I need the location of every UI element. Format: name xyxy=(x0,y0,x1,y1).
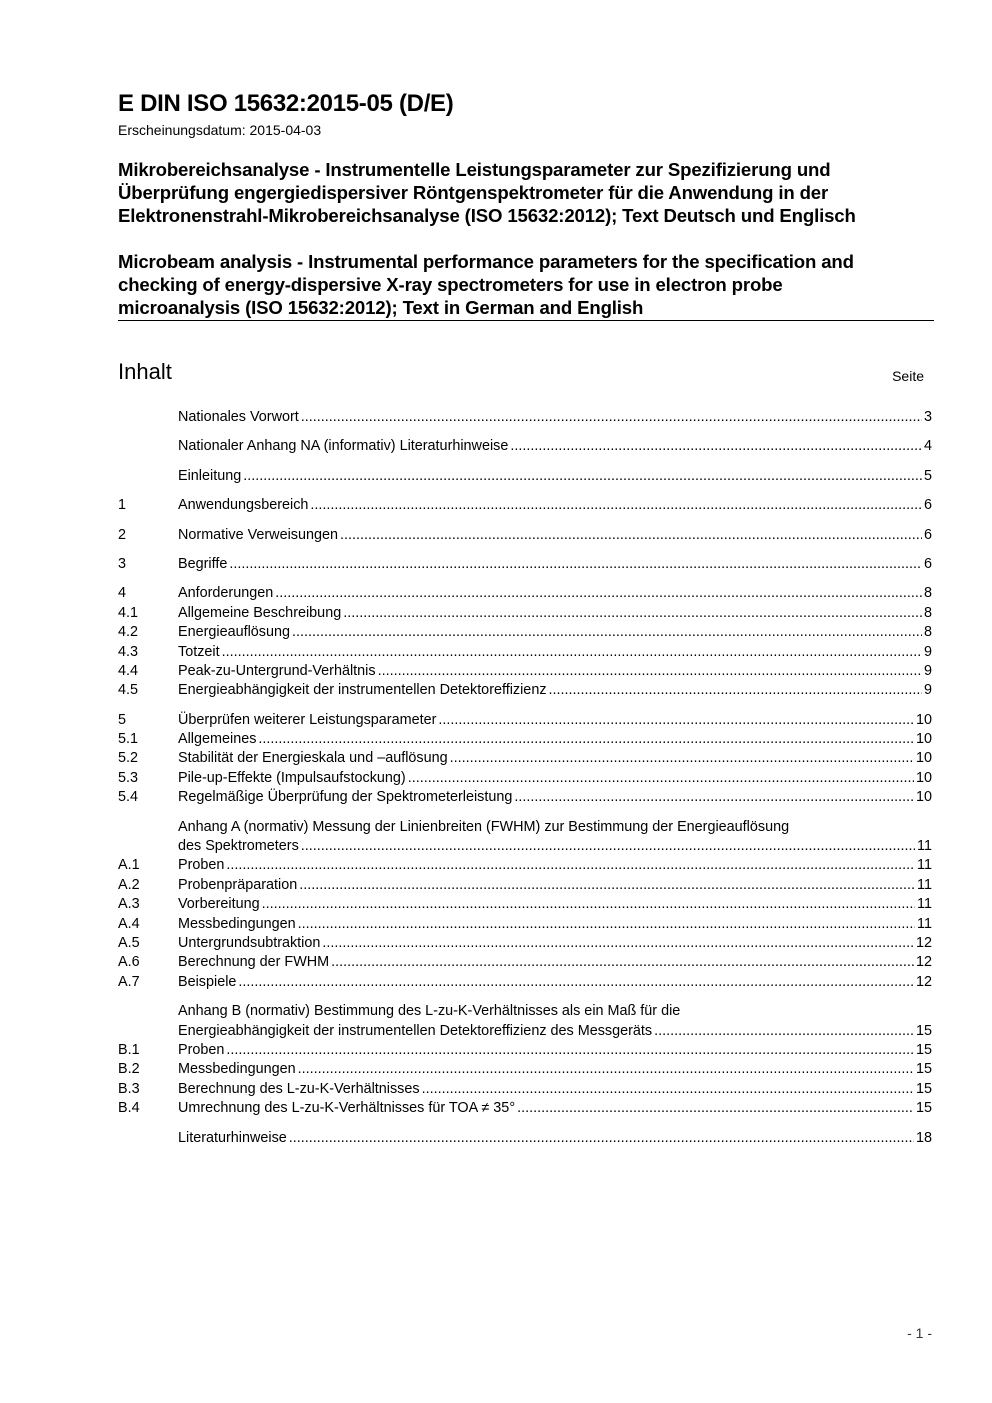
toc-entry-title: Literaturhinweise xyxy=(178,1129,287,1146)
toc-entry-number: B.1 xyxy=(118,1041,140,1058)
toc-entry-page: 11 xyxy=(917,915,932,932)
toc-dot-leader xyxy=(299,876,915,895)
toc-entry[interactable] xyxy=(118,643,932,662)
toc-entry-title: Regelmäßige Überprüfung der Spektrometerleistung xyxy=(178,789,513,806)
toc-entry-page: 12 xyxy=(915,954,932,971)
toc-group xyxy=(118,555,932,574)
toc-entry[interactable] xyxy=(118,856,932,875)
toc-entry-number: 4.2 xyxy=(118,624,139,641)
toc-dot-leader xyxy=(258,730,914,749)
toc-entry-number: 4.3 xyxy=(118,643,139,660)
toc-entry[interactable] xyxy=(118,730,932,749)
toc-entry-page: 15 xyxy=(915,1080,932,1097)
toc-entry[interactable] xyxy=(118,1002,932,1021)
toc-dot-leader xyxy=(331,953,914,972)
toc-entry-title: Probenpräparation xyxy=(178,876,298,893)
document-id: E DIN ISO 15632:2015-05 (D/E) xyxy=(118,90,454,117)
toc-entry-title: Pile-up-Effekte (Impulsaufstockung) xyxy=(178,769,406,786)
german-title-line: Mikrobereichsanalyse - Instrumentelle Leistungsparameter zur Spezifizierung und xyxy=(118,159,831,180)
toc-entry[interactable] xyxy=(118,623,932,642)
toc-entry[interactable] xyxy=(118,1099,932,1118)
toc-entry-page: 15 xyxy=(915,1022,932,1039)
toc-dot-leader xyxy=(438,711,914,730)
toc-entry-title: Begriffe xyxy=(178,555,228,572)
toc-dot-leader xyxy=(654,1022,914,1041)
toc-dot-leader xyxy=(301,408,922,427)
toc-entry-title: Messbedingungen xyxy=(178,915,296,932)
toc-entry-title: Totzeit xyxy=(178,643,220,660)
toc-entry-number: B.3 xyxy=(118,1080,140,1097)
toc-entry-page: 6 xyxy=(923,497,932,514)
toc-entry-number: 5.2 xyxy=(118,750,139,767)
toc-entry-title: des Spektrometers xyxy=(178,838,299,855)
publication-date: Erscheinungsdatum: 2015-04-03 xyxy=(118,122,322,138)
toc-group xyxy=(118,818,932,993)
toc-entry[interactable] xyxy=(118,876,932,895)
toc-dot-leader xyxy=(262,895,915,914)
toc-dot-leader xyxy=(226,856,915,875)
toc-dot-leader xyxy=(298,1060,914,1079)
toc-entry-title: Anwendungsbereich xyxy=(178,497,309,514)
toc-entry-title: Anhang B (normativ) Bestimmung des L-zu-K-Verhältnisses als ein Maß für die xyxy=(178,1003,681,1020)
toc-group xyxy=(118,408,932,427)
toc-group xyxy=(118,437,932,456)
toc-entry-page: 10 xyxy=(915,731,932,748)
toc-entry-page: 8 xyxy=(923,624,932,641)
toc-entry-number: A.6 xyxy=(118,954,140,971)
toc-dot-leader xyxy=(450,749,914,768)
toc-entry[interactable] xyxy=(118,934,932,953)
toc-entry[interactable] xyxy=(118,1060,932,1079)
german-title-line: Elektronenstrahl-Mikrobereichsanalyse (ISO 15632:2012); Text Deutsch und Englisch xyxy=(118,205,856,226)
toc-entry[interactable] xyxy=(118,711,932,730)
toc-entry-title: Umrechnung des L-zu-K-Verhältnisses für TOA ≠ 35° xyxy=(178,1100,516,1117)
toc-entry-number: 5.1 xyxy=(118,731,139,748)
toc-entry-title: Messbedingungen xyxy=(178,1061,296,1078)
toc-dot-leader xyxy=(517,1099,914,1118)
toc-entry[interactable] xyxy=(118,526,932,545)
toc-dot-leader xyxy=(514,788,914,807)
toc-entry-number: A.2 xyxy=(118,876,140,893)
toc-dot-leader xyxy=(340,526,922,545)
toc-entry-title: Nationaler Anhang NA (informativ) Literaturhinweise xyxy=(178,438,509,455)
toc-entry[interactable] xyxy=(118,555,932,574)
toc-entry[interactable] xyxy=(118,467,932,486)
toc-entry-title: Berechnung der FWHM xyxy=(178,954,330,971)
toc-entry-page: 9 xyxy=(923,682,932,699)
toc-entry-page: 10 xyxy=(915,789,932,806)
toc-entry-page: 8 xyxy=(923,585,932,602)
toc-entry-page: 8 xyxy=(923,604,932,621)
toc-entry[interactable] xyxy=(118,915,932,934)
toc-dot-leader xyxy=(226,1041,914,1060)
toc-entry-page: 18 xyxy=(915,1129,932,1146)
toc-entry-page: 12 xyxy=(915,934,932,951)
toc-entry[interactable] xyxy=(118,662,932,681)
toc-dot-leader xyxy=(549,681,922,700)
toc-entry-number: 5 xyxy=(118,711,127,728)
toc-entry-page: 10 xyxy=(915,769,932,786)
table-of-contents xyxy=(118,408,932,1158)
toc-entry-page: 11 xyxy=(917,876,932,893)
toc-dot-leader xyxy=(292,623,922,642)
toc-entry-page: 9 xyxy=(923,643,932,660)
toc-entry[interactable] xyxy=(118,584,932,603)
toc-dot-leader xyxy=(322,934,914,953)
toc-dot-leader xyxy=(301,837,915,856)
toc-entry[interactable] xyxy=(118,749,932,768)
toc-entry[interactable] xyxy=(118,973,932,992)
toc-entry-number: 4.4 xyxy=(118,662,139,679)
toc-dot-leader xyxy=(510,437,922,456)
toc-dot-leader xyxy=(408,769,914,788)
toc-entry-title: Energieabhängigkeit der instrumentellen Detektoreffizienz xyxy=(178,682,547,699)
toc-entry-title: Anhang A (normativ) Messung der Linienbreiten (FWHM) zur Bestimmung der Energieauflösung xyxy=(178,818,790,835)
toc-entry[interactable] xyxy=(118,837,932,856)
toc-entry-page: 11 xyxy=(917,838,932,855)
toc-entry-page: 15 xyxy=(915,1061,932,1078)
german-title-line: Überprüfung engergiedispersiver Röntgenspektrometer für die Anwendung in der xyxy=(118,182,829,203)
toc-dot-leader xyxy=(275,584,922,603)
toc-dot-leader xyxy=(243,467,922,486)
toc-entry-title: Untergrundsubtraktion xyxy=(178,934,321,951)
toc-dot-leader xyxy=(229,555,922,574)
toc-page-column-label: Seite xyxy=(892,368,924,384)
toc-entry-page: 10 xyxy=(915,750,932,767)
toc-dot-leader xyxy=(298,915,915,934)
toc-entry-number: 4.5 xyxy=(118,682,139,699)
toc-entry-title: Energieabhängigkeit der instrumentellen Detektoreffizienz des Messgeräts xyxy=(178,1022,653,1039)
toc-group xyxy=(118,584,932,700)
toc-dot-leader xyxy=(378,662,922,681)
toc-entry-title: Normative Verweisungen xyxy=(178,526,338,543)
toc-entry[interactable] xyxy=(118,769,932,788)
toc-entry-page: 12 xyxy=(915,973,932,990)
english-title-line: checking of energy-dispersive X-ray spectrometers for use in electron probe xyxy=(118,274,783,295)
toc-dot-leader xyxy=(222,643,922,662)
toc-entry-number: 5.3 xyxy=(118,769,139,786)
toc-entry-number: B.2 xyxy=(118,1061,140,1078)
toc-entry[interactable] xyxy=(118,895,932,914)
toc-entry-title: Berechnung des L-zu-K-Verhältnisses xyxy=(178,1080,420,1097)
toc-entry[interactable] xyxy=(118,1080,932,1099)
toc-group xyxy=(118,711,932,808)
toc-entry-page: 11 xyxy=(917,857,932,874)
toc-entry-page: 9 xyxy=(923,662,932,679)
toc-entry-number: A.1 xyxy=(118,857,140,874)
toc-dot-leader xyxy=(422,1080,914,1099)
toc-entry[interactable] xyxy=(118,681,932,700)
toc-entry[interactable] xyxy=(118,496,932,515)
toc-dot-leader xyxy=(310,496,922,515)
toc-entry[interactable] xyxy=(118,1022,932,1041)
toc-entry-page: 3 xyxy=(923,409,932,425)
toc-entry-number: 1 xyxy=(118,497,127,514)
toc-group xyxy=(118,496,932,515)
toc-entry-title: Proben xyxy=(178,857,225,874)
toc-entry[interactable] xyxy=(118,1129,932,1148)
toc-entry-title: Anforderungen xyxy=(178,585,274,602)
toc-heading: Inhalt xyxy=(118,359,172,384)
toc-entry[interactable] xyxy=(118,818,932,837)
english-title-line: microanalysis (ISO 15632:2012); Text in German and English xyxy=(118,297,644,318)
toc-entry-number: A.5 xyxy=(118,934,140,951)
toc-group xyxy=(118,1129,932,1148)
toc-entry-page: 5 xyxy=(923,467,932,484)
english-title xyxy=(118,250,934,319)
toc-entry[interactable] xyxy=(118,953,932,972)
toc-entry[interactable] xyxy=(118,788,932,807)
toc-entry-title: Nationales Vorwort xyxy=(178,409,299,425)
toc-entry-title: Einleitung xyxy=(178,467,242,484)
toc-entry-page: 15 xyxy=(915,1100,932,1117)
toc-entry-page: 4 xyxy=(923,438,932,455)
page-number: - 1 - xyxy=(907,1325,932,1341)
toc-entry-title: Allgemeine Beschreibung xyxy=(178,604,342,621)
toc-dot-leader xyxy=(289,1129,914,1148)
german-title xyxy=(118,158,934,227)
toc-entry-title: Proben xyxy=(178,1041,225,1058)
toc-entry[interactable] xyxy=(118,408,932,427)
toc-entry-title: Energieauflösung xyxy=(178,624,291,641)
toc-entry[interactable] xyxy=(118,604,932,623)
toc-entry-title: Peak-zu-Untergrund-Verhältnis xyxy=(178,662,376,679)
toc-entry-title: Vorbereitung xyxy=(178,896,260,913)
toc-dot-leader xyxy=(238,973,914,992)
toc-entry-number: A.7 xyxy=(118,973,140,990)
toc-entry-number: A.4 xyxy=(118,915,140,932)
toc-entry-number: 4.1 xyxy=(118,604,139,621)
toc-entry-title: Überprüfen weiterer Leistungsparameter xyxy=(178,711,437,728)
toc-entry-page: 10 xyxy=(915,711,932,728)
toc-entry-number: 2 xyxy=(118,526,127,543)
toc-entry-page: 6 xyxy=(923,526,932,543)
toc-entry-number: 5.4 xyxy=(118,789,139,806)
toc-dot-leader xyxy=(343,604,922,623)
toc-entry-page: 15 xyxy=(915,1041,932,1058)
toc-group xyxy=(118,526,932,545)
toc-entry-number: B.4 xyxy=(118,1100,140,1117)
toc-entry-title: Beispiele xyxy=(178,973,237,990)
toc-entry-number: 4 xyxy=(118,585,127,602)
title-divider xyxy=(118,320,934,321)
toc-entry-title: Allgemeines xyxy=(178,731,257,748)
toc-entry[interactable] xyxy=(118,437,932,456)
toc-entry[interactable] xyxy=(118,1041,932,1060)
toc-entry-number: 3 xyxy=(118,555,127,572)
toc-entry-page: 6 xyxy=(923,555,932,572)
toc-entry-title: Stabilität der Energieskala und –auflösung xyxy=(178,750,448,767)
toc-group xyxy=(118,467,932,486)
toc-entry-number: A.3 xyxy=(118,896,140,913)
toc-entry-page: 11 xyxy=(917,896,932,913)
toc-group xyxy=(118,1002,932,1118)
english-title-line: Microbeam analysis - Instrumental performance parameters for the specification and xyxy=(118,251,854,272)
